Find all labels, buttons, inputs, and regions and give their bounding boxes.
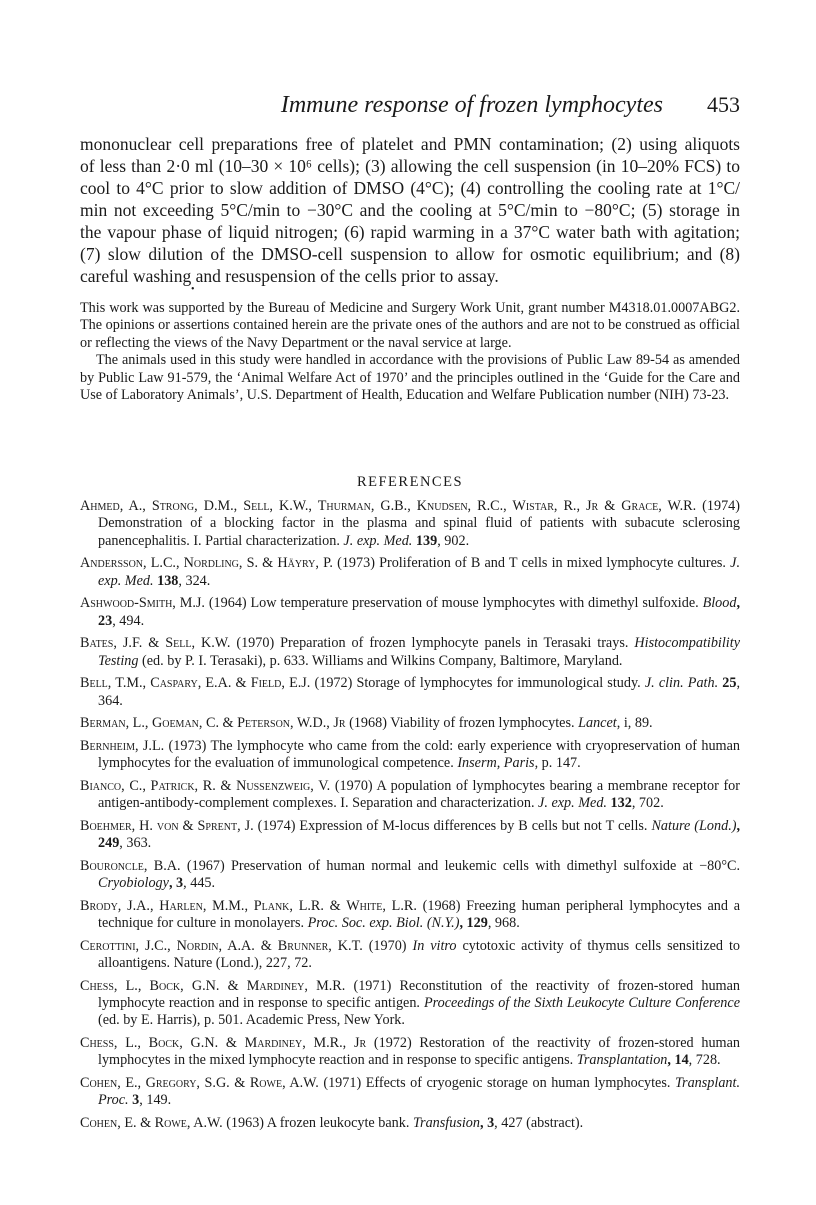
reference-item (80, 1115, 740, 1132)
reference-journal: Transplantation (576, 1052, 668, 1069)
running-title: Immune response of frozen lymphocytes (280, 92, 663, 118)
reference-title: (1974) Expression of M-locus differences by B cells but not T cells. (253, 817, 652, 834)
reference-authors: Andersson, L.C., Nordling, S. & Häyry, P. (80, 555, 333, 572)
reference-volume: , 23 (98, 595, 740, 629)
reference-pages: , 427 (abstract). (494, 1115, 584, 1132)
reference-pages: , 968. (487, 915, 520, 932)
reference-authors: Bernheim, J.L. (80, 737, 165, 754)
reference-authors: Bell, T.M., Caspary, E.A. & Field, E.J. (80, 675, 311, 692)
reference-item (80, 818, 740, 853)
references-list (80, 498, 740, 1138)
body-line: mononuclear cell preparations free of platelet and PMN contamination; (2) using aliquots (80, 134, 740, 154)
reference-authors: Ahmed, A., Strong, D.M., Sell, K.W., Thurman, G.B., Knudsen, R.C., Wistar, R., Jr & Grace, W.R. (80, 498, 697, 514)
reference-authors: Bates, J.F. & Sell, K.W. (80, 635, 231, 652)
reference-pages: , 363. (119, 835, 152, 852)
reference-item (80, 675, 740, 710)
reference-item (80, 635, 740, 670)
reference-journal: Proc. Soc. exp. Biol. (N.Y.) (307, 915, 460, 932)
reference-title: (1973) Proliferation of B and T cells in mixed lymphocyte cultures. (332, 555, 731, 572)
reference-item (80, 738, 740, 773)
reference-authors: Cohen, E., Gregory, S.G. & Rowe, A.W. (80, 1075, 319, 1092)
reference-title: (1967) Preservation of human normal and leukemic cells with dimethyl sulfoxide at −80°C. (180, 857, 740, 874)
reference-title: (1968) Viability of frozen lymphocytes. (345, 715, 579, 732)
reference-pages: , 445. (183, 875, 216, 892)
body-line: cool to 4°C prior to slow addition of DMSO (4°C); (4) controlling the cooling rate at 1°C/ (80, 178, 740, 198)
reference-volume: , 129 (459, 915, 488, 932)
reference-title: (1973) The lymphocyte who came from the cold: early experience with cryopreservation of human lymphocytes for the evaluation of immunological competence. (98, 737, 740, 772)
reference-title: (1970) A population of lymphocytes bearing a membrane receptor for antigen-antibody-complement complexes. I. Separation and characterization. (98, 777, 740, 812)
body-paragraph (80, 133, 740, 287)
reference-volume: 3 (128, 1092, 140, 1109)
reference-volume: 132 (606, 795, 632, 812)
reference-pages: , 728. (688, 1052, 721, 1069)
page-number: 453 (707, 92, 740, 117)
animal-welfare-note: The animals used in this study were handled in accordance with the provisions of Public Law 89-54 as amended by Public Law 91-579, the ‘Animal Welfare Act of 1970’ and the principles outlined in the ‘Guide for the Care and Use of Laboratory Animals’, U.S. Department of Health, Education and Welfare Publication number (NIH) 73-23. (80, 352, 740, 404)
reference-volume: 138 (153, 572, 179, 589)
reference-item (80, 555, 740, 590)
reference-authors: Bouroncle, B.A. (80, 857, 181, 874)
reference-pages: cytotoxic activity of thymus cells sensitized to alloantigens. Nature (Lond.), 227, 72. (98, 937, 741, 972)
reference-item (80, 1075, 740, 1110)
body-line: careful washing and resuspension of the cells prior to assay. (80, 266, 499, 286)
reference-volume: 25 (718, 675, 737, 692)
reference-title: (1971) Effects of cryogenic storage on human lymphocytes. (318, 1075, 675, 1092)
reference-pages: , 494. (112, 612, 145, 629)
reference-volume: , 3 (168, 875, 184, 892)
reference-volume: 139 (412, 532, 438, 549)
reference-item (80, 858, 740, 893)
reference-journal: Transplant. Proc. (98, 1075, 741, 1109)
reference-journal: J. exp. Med. (98, 555, 740, 589)
reference-volume: , 3 (479, 1115, 495, 1132)
reference-item (80, 715, 740, 732)
reference-title: (1963) A frozen leukocyte bank. (222, 1115, 413, 1132)
reference-title: (1972) Restoration of the reactivity of frozen-stored human lymphocytes in the mixed lymphocyte reaction and in response to specific antigens. (98, 1035, 740, 1069)
reference-authors: Berman, L., Goeman, C. & Peterson, W.D., Jr (80, 715, 346, 732)
reference-journal: J. exp. Med. (343, 532, 413, 549)
reference-item (80, 898, 740, 933)
reference-authors: Boehmer, H. von & Sprent, J. (80, 817, 254, 834)
funding-note: This work was supported by the Bureau of Medicine and Surgery Work Unit, grant number M4318.01.0007ABG2. The opinions or assertions contained herein are the private ones of the authors and are not to be construed as official or reflecting the views of the Navy Department or the naval service at large. (80, 300, 740, 351)
reference-pages: , i, 89. (616, 715, 653, 732)
references-heading: REFERENCES (356, 474, 464, 490)
body-line: min not exceeding 5°C/min to −30°C and the cooling at 5°C/min to −80°C; (5) storage in (80, 200, 740, 220)
reference-item (80, 978, 740, 1030)
reference-authors: Bianco, C., Patrick, R. & Nussenzweig, V. (80, 777, 331, 794)
reference-pages: , 364. (98, 675, 741, 709)
body-line: (7) slow dilution of the DMSO-cell suspension to allow for osmotic equilibrium; and (8) (80, 244, 740, 264)
body-line: of less than 2·0 ml (10–30 × 10⁶ cells); (3) allowing the cell suspension (in 10–20% FCS) to (80, 156, 740, 176)
reference-title: (1970) Preparation of frozen lymphocyte panels in Terasaki trays. (230, 635, 635, 652)
reference-journal: Proceedings of the Sixth Leukocyte Culture Conference (423, 995, 740, 1012)
body-line: the vapour phase of liquid nitrogen; (6) rapid warming in a 37°C water bath with agitation; (80, 222, 740, 242)
reference-journal: Histocompatibility Testing (98, 635, 740, 669)
reference-journal: Transfusion (412, 1115, 480, 1132)
reference-title: (1974) Demonstration of a blocking factor in the plasma and spinal fluid of patients with subacute sclerosing panencephalitis. I. Partial characterization. (98, 498, 740, 549)
reference-journal: Blood (702, 595, 737, 612)
reference-pages: , 702. (631, 795, 664, 812)
reference-item (80, 1035, 740, 1070)
reference-title: (1970) (362, 937, 413, 954)
reference-journal: Cryobiology (98, 875, 169, 892)
reference-pages: , 149. (139, 1092, 172, 1109)
reference-item (80, 938, 740, 973)
reference-authors: Chess, L., Bock, G.N. & Mardiney, M.R. (80, 977, 346, 994)
reference-title: (1972) Storage of lymphocytes for immunological study. (310, 675, 645, 692)
reference-item (80, 498, 740, 550)
reference-journal: In vitro (412, 937, 457, 954)
reference-journal: Inserm, Paris (457, 755, 535, 772)
reference-pages: , 324. (178, 572, 211, 589)
reference-authors: Brody, J.A., Harlen, M.M., Plank, L.R. & White, L.R. (80, 897, 417, 914)
reference-title: (1964) Low temperature preservation of mouse lymphocytes with dimethyl sulfoxide. (204, 595, 703, 612)
reference-pages: (ed. by E. Harris), p. 501. Academic Press, New York. (98, 1012, 405, 1029)
running-head (80, 92, 740, 119)
reference-journal: Nature (Lond.) (651, 817, 737, 834)
reference-authors: Ashwood-Smith, M.J. (80, 595, 205, 612)
stray-mark: • (191, 284, 195, 295)
reference-pages: , 902. (437, 532, 470, 549)
reference-title: (1971) Reconstitution of the reactivity of frozen-stored human lymphocyte reaction and in response to specific antigen. (98, 977, 740, 1012)
reference-title: (1968) Freezing human peripheral lymphocytes and a technique for culture in monolayers. (98, 897, 740, 932)
reference-journal: J. exp. Med. (538, 795, 607, 812)
reference-authors: Cerottini, J.C., Nordin, A.A. & Brunner, K.T. (80, 937, 363, 954)
reference-item (80, 595, 740, 630)
acknowledgement-notes (80, 300, 740, 404)
reference-pages: , p. 147. (534, 755, 581, 772)
reference-volume: , 14 (667, 1052, 689, 1069)
reference-authors: Cohen, E. & Rowe, A.W. (80, 1115, 223, 1132)
reference-item (80, 778, 740, 813)
reference-volume: , 249 (98, 817, 741, 852)
reference-authors: Chess, L., Bock, G.N. & Mardiney, M.R., Jr (80, 1035, 367, 1052)
reference-journal: J. clin. Path. (644, 675, 719, 692)
reference-pages: (ed. by P. I. Terasaki), p. 633. Williams and Wilkins Company, Baltimore, Maryland. (138, 652, 623, 669)
reference-journal: Lancet (578, 715, 617, 732)
